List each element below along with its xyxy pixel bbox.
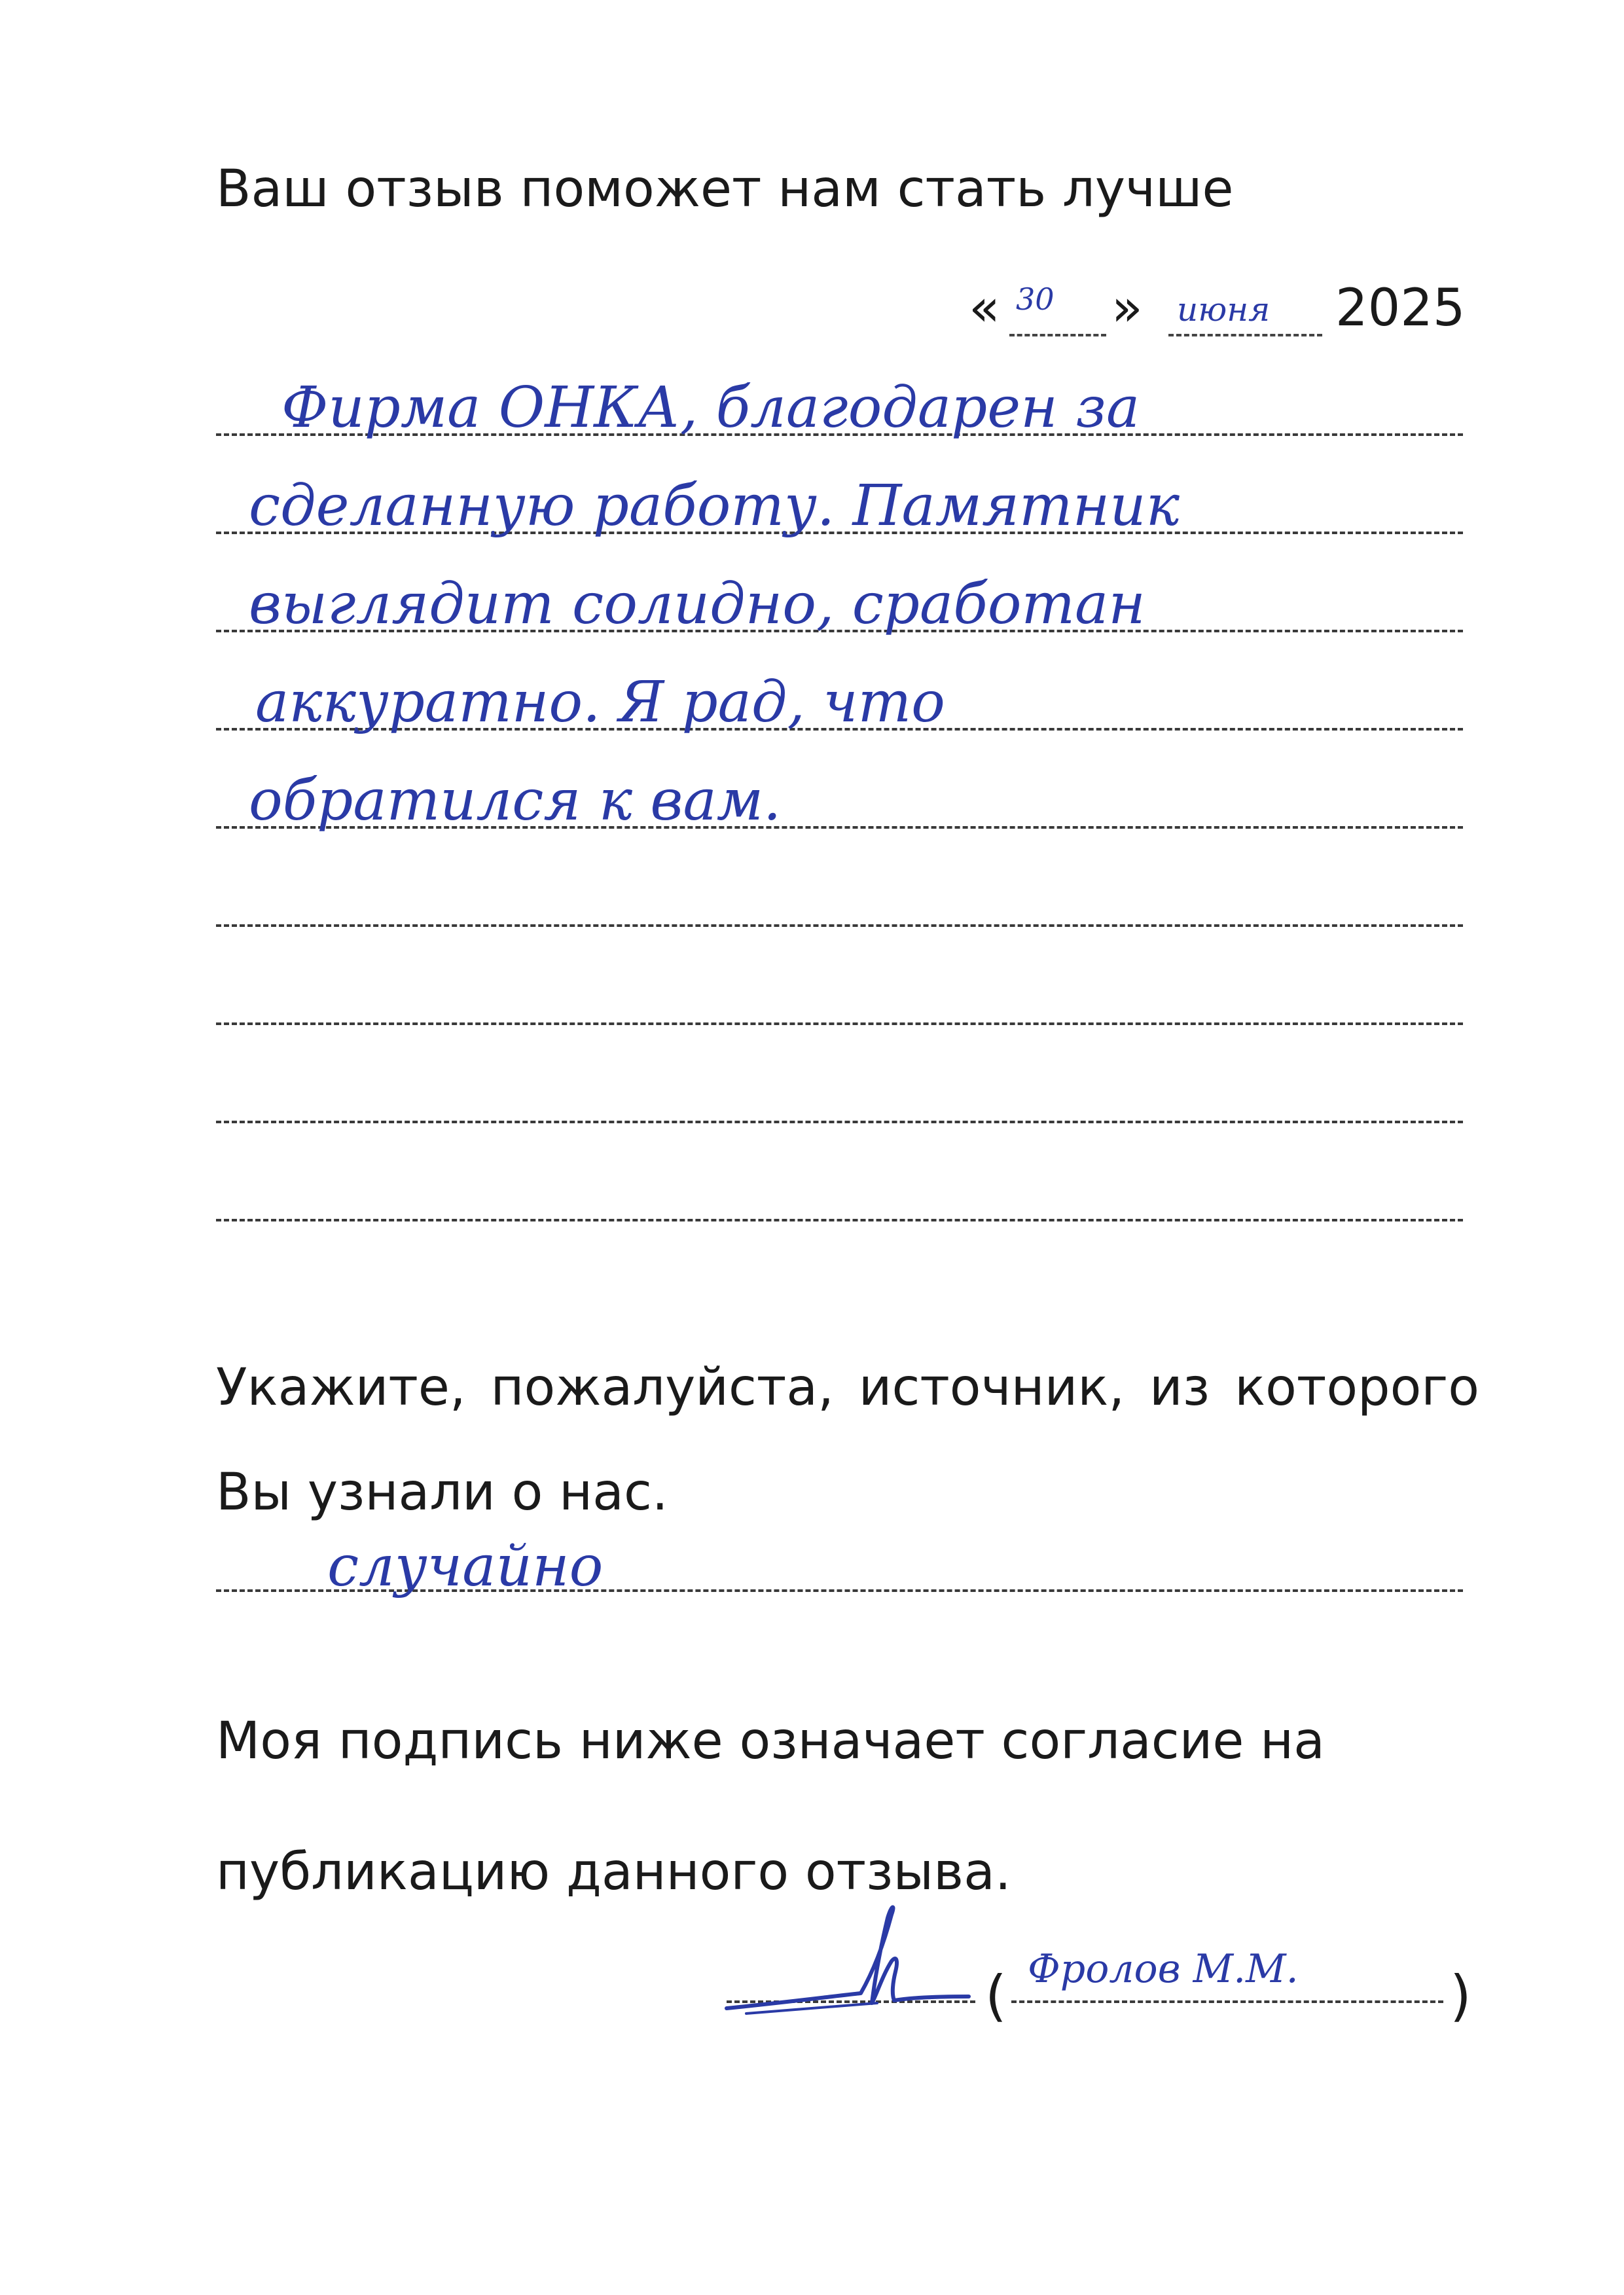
- feedback-handwritten-line-5: обратился к вам.: [249, 768, 782, 833]
- feedback-rule-8: [216, 1121, 1463, 1123]
- signer-name-handwritten: Фролов М.М.: [1028, 1946, 1299, 1992]
- name-paren-open: (: [985, 1964, 1007, 2028]
- feedback-handwritten-line-4: аккуратно. Я рад, что: [255, 670, 945, 735]
- date-month-handwritten: июня: [1177, 291, 1271, 329]
- date-close-quote: »: [1111, 279, 1143, 338]
- feedback-rule-7: [216, 1022, 1463, 1025]
- name-field-line: [1011, 2000, 1443, 2003]
- date-month-field-line: [1168, 334, 1322, 336]
- feedback-rule-9: [216, 1219, 1463, 1221]
- source-answer-handwritten: случайно: [327, 1534, 604, 1599]
- date-open-quote: «: [969, 279, 1000, 338]
- name-paren-close: ): [1450, 1964, 1471, 2028]
- date-day-field-line: [1009, 334, 1106, 336]
- feedback-handwritten-line-2: сделанную работу. Памятник: [249, 473, 1180, 539]
- date-row: [969, 279, 1486, 348]
- form-heading: Ваш отзыв поможет нам стать лучше: [216, 160, 1234, 219]
- date-year: 2025: [1335, 279, 1466, 338]
- feedback-rule-6: [216, 924, 1463, 927]
- source-question: Укажите, пожалуйста, источник, из которого Вы узнали о нас.: [216, 1358, 1479, 1522]
- feedback-handwritten-line-3: выглядит солидно, сработан: [249, 571, 1146, 637]
- signature-area: [720, 1898, 1492, 2049]
- handwritten-signature: [720, 1898, 995, 2049]
- feedback-handwritten-line-1: Фирма ОНКА, благодарен за: [281, 375, 1140, 441]
- consent-text: Моя подпись ниже означает согласие на публикацию данного отзыва.: [216, 1712, 1325, 1902]
- date-day-handwritten: 30: [1016, 281, 1055, 317]
